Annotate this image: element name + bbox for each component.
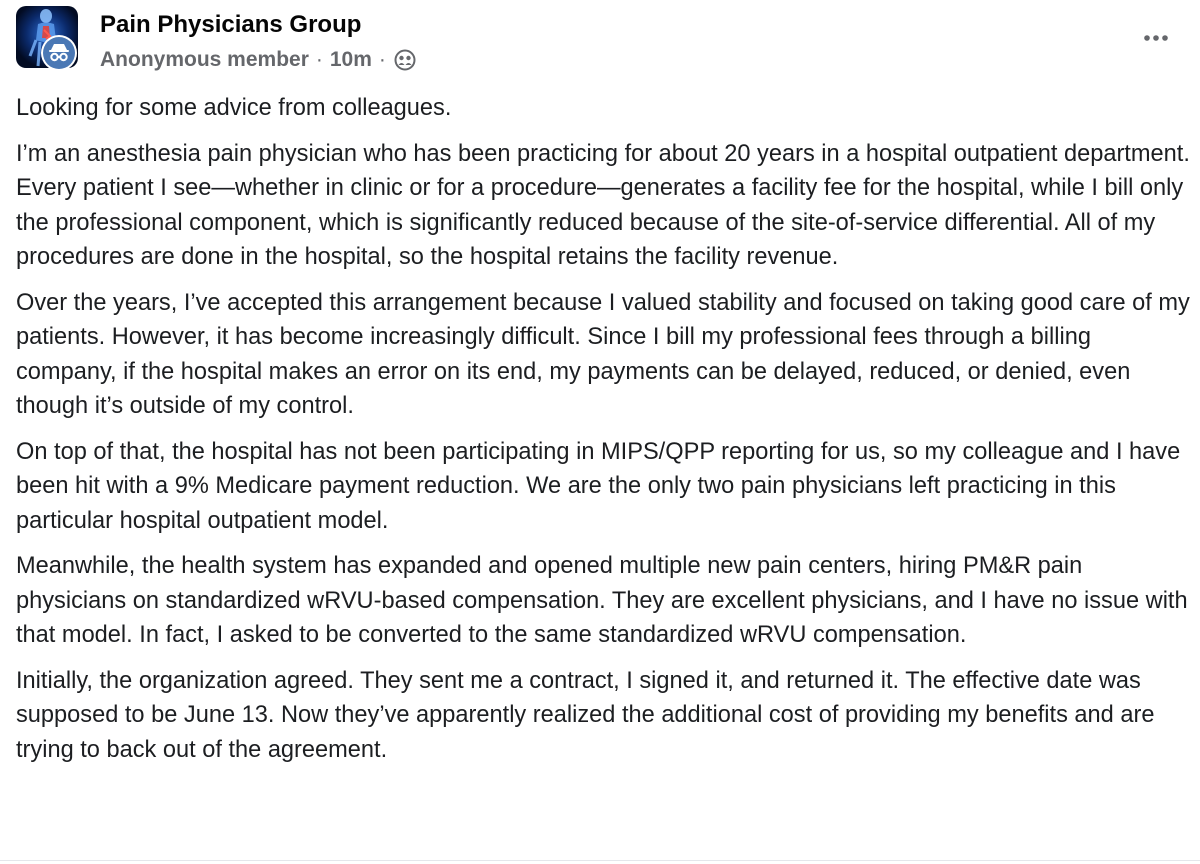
group-name-link[interactable]: Pain Physicians Group (100, 11, 362, 38)
post-divider (0, 860, 1200, 861)
group-members-icon[interactable] (394, 49, 416, 71)
post-meta (100, 45, 416, 75)
post-paragraph: Looking for some advice from colleagues. (16, 95, 452, 121)
meta-separator: · (378, 48, 386, 71)
post-timestamp[interactable]: 10m (329, 48, 372, 71)
anonymous-member-icon (40, 34, 78, 72)
author-name[interactable]: Anonymous member (100, 48, 309, 71)
post-paragraph: I’m an anesthesia pain physician who has been practicing for about 20 years in a hospital outpatient department. Every patient I see—whether in clinic or for a procedure—generates a facility fee for the hospital, while I bill only the professional component, which is significantly reduced because of the site-of-service differential. All of my procedures are done in the hospital, so the hospital retains the facility revenue. (16, 140, 1190, 270)
more-options-button[interactable] (1136, 22, 1176, 52)
post-body (16, 91, 1196, 778)
post-paragraph: Over the years, I’ve accepted this arrangement because I valued stability and focused on taking good care of my patients. However, it has become increasingly difficult. Since I bill my professional fees through a billing company, if the hospital makes an error on its end, my payments can be delayed, reduced, or denied, even though it’s outside of my control. (16, 289, 1190, 419)
meta-separator: · (315, 48, 323, 71)
post-paragraph: Initially, the organization agreed. They sent me a contract, I signed it, and returned it. The effective date was supposed to be June 13. Now they’ve apparently realized the additional cost of providing my benefits and are trying to back out of the agreement. (16, 667, 1155, 763)
post-avatar[interactable] (16, 6, 82, 72)
post-paragraph: Meanwhile, the health system has expanded and opened multiple new pain centers, hiring PM&R pain physicians on standardized wRVU-based compensation. They are excellent physicians, and I have no issue with that model. In fact, I asked to be converted to the same standardized wRVU compensation. (16, 553, 1188, 648)
more-options-icon (1136, 22, 1176, 52)
post-paragraph: On top of that, the hospital has not been participating in MIPS/QPP reporting for us, so my colleague and I have been hit with a 9% Medicare payment reduction. We are the only two pain physicians left practicing in this particular hospital outpatient model. (16, 438, 1181, 534)
